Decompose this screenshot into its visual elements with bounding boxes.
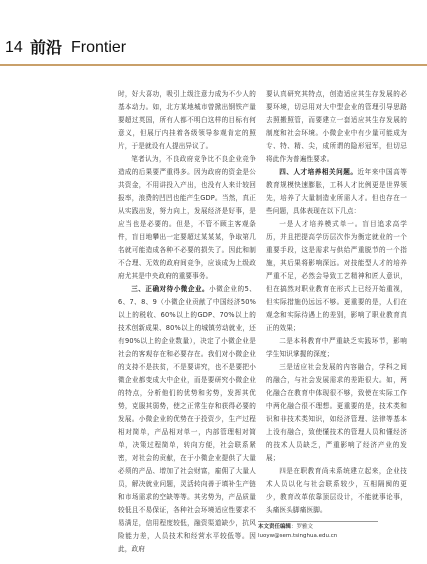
paragraph: 四是在职教育尚未系统建立起来，企业技术人员以化与社会联系较少，互相隔阂的更少，教育改革依靠顶层设计，不能就事论事，头痛医头脚痛医脚。 [266, 467, 407, 514]
left-column [118, 88, 256, 556]
header-divider [0, 64, 427, 66]
paragraph: 要认真研究其特点，创造适应其生存发展的必要环境，切忌用对大中型企业的管理引导思路去照搬照管，而要建立一套适应其生存发展的制度和社会环境。小微企业中有少量可能成为专、特、精、尖，成所谓的隐形冠军，但切忌将此作为普遍性要求。 [266, 90, 407, 163]
heading-text: 、正确对待小微企业。 [138, 285, 210, 293]
heading-text: 、人才培养相关问题。 [286, 168, 358, 176]
paragraph-body: 小微企业的5、6、7、8、9（小微企业贡献了中国经济50%以上的税收、60%以上的GDP、70%以上的技术创新成果、80%以上的城镇劳动就业，还有90%以上的企业数量），决定了小微企业是社会的客观存在和必要存在。我们对小微企业的支持不是扶贫，不是要讲究，也不是要把小微企业都变成大中企业，而是要研究小微企业的特点，分析他们的优势和劣势，发挥其优势，克服其弱势，使之正常生存和获得必要的发展。小微企业的优势在于投资少，生产过程相对简单，产品相对单一，内部管理相对简单，决策过程简单，转向方便，社会联系紧密，对社会的贡献，在于小微企业提供了大量必须的产品、增加了社会财富，雇佣了大量人员，解决就业问题，灵活转向善于填补生产链和市场需求的空缺等等。其劣势为，产品质量较低且不易保证，各种社会环境适应性要求不易满足，信用程度较低，融资渠道缺少，抗风险能力差，人员技术和经营水平较低等。因此，政府 [118, 285, 256, 553]
paragraph: 二是本科教育中严重缺乏实践环节，影响学生知识掌握的深度； [266, 337, 407, 358]
editor-credit: 本文责任编辑：罗雅文 luoyw@sem.tsinghua.edu.cn [258, 524, 338, 539]
section-heading [279, 168, 357, 176]
heading-number: 四 [279, 168, 287, 176]
paragraph: 时，好大喜功，吸引上级注意力成为不少人的基本动力。如，北方某地城市曾掀出钢铁产量要超过英国，所有人都不明白这样的目标有何意义，但展厅内挂着各级领导参观肯定的照片，于是就设有人提出异议了。 [118, 90, 256, 150]
editor-name: 罗雅文 [296, 524, 314, 530]
editor-label: 本文责任编辑 [258, 524, 292, 530]
right-column [266, 88, 407, 517]
paragraph: 一是人才培养模式单一。盲目追求高学历，并且把提高学历层次作为衡定就业的一个重要手段，这是需求与供给严重脱节的一个指施，其后果将影响深远。对技能型人才的培养严重不足，必然会导致工艺精神和匠人意识，但在搞然对职业教育在形式上已经开始重视，但实际措施仍远远不够。更重要的是，人们在观念和实际待遇上的差别，影响了职业教育真正的效果； [266, 220, 407, 332]
editor-divider [258, 521, 378, 522]
page-number: 14 [5, 39, 23, 56]
section-heading [131, 285, 209, 293]
editor-email: luoyw@sem.tsinghua.edu.cn [258, 533, 338, 539]
page-header [0, 0, 427, 56]
section-title-cn: 前沿 [30, 38, 63, 57]
section-title-en: Frontier [71, 39, 127, 56]
paragraph-with-heading [118, 283, 256, 556]
paragraph: 三是适应社会发展的内容融合，学科之间的融合，与社会发展需求的差距很大。如，两化融合在教育中体现很不够，致使在实际工作中两化融合很不理想。更重要的是，技术类和识和非技术类知识，如经济管理、法律等基本上没有融合，致使懂技术的管理人员和懂经济的技术人员缺乏，严重影响了经济产业的发展； [266, 363, 407, 462]
heading-number: 三 [131, 285, 139, 293]
paragraph-with-heading [266, 166, 407, 218]
paragraph-body: 近年来中国高等教育规模快速膨胀，工科人才比例更是世界领先，培养了大量制造业所需人才。但也存在一些问题，具体表现在以下几点： [266, 168, 407, 215]
paragraph: 笔者认为，不良政府竞争比不良企业竞争造成的后果要严重得多。因为政府的资金是公共资金，不用讲投入产出，也没有人来计较回报率，浪费的凹凹也能产生GDP。当然，真正从实践出发，努力向上，发展经济是好事，是应当也是必要的。但是，不管不顾主客观条件，盲目地攀出一定要超过某某某，争取第几名就可能造成各种不必要的损失了。因此和制不合理、无效的政府间竞争，应该成为上级政府尤其是中央政府的重要事务。 [118, 155, 256, 280]
